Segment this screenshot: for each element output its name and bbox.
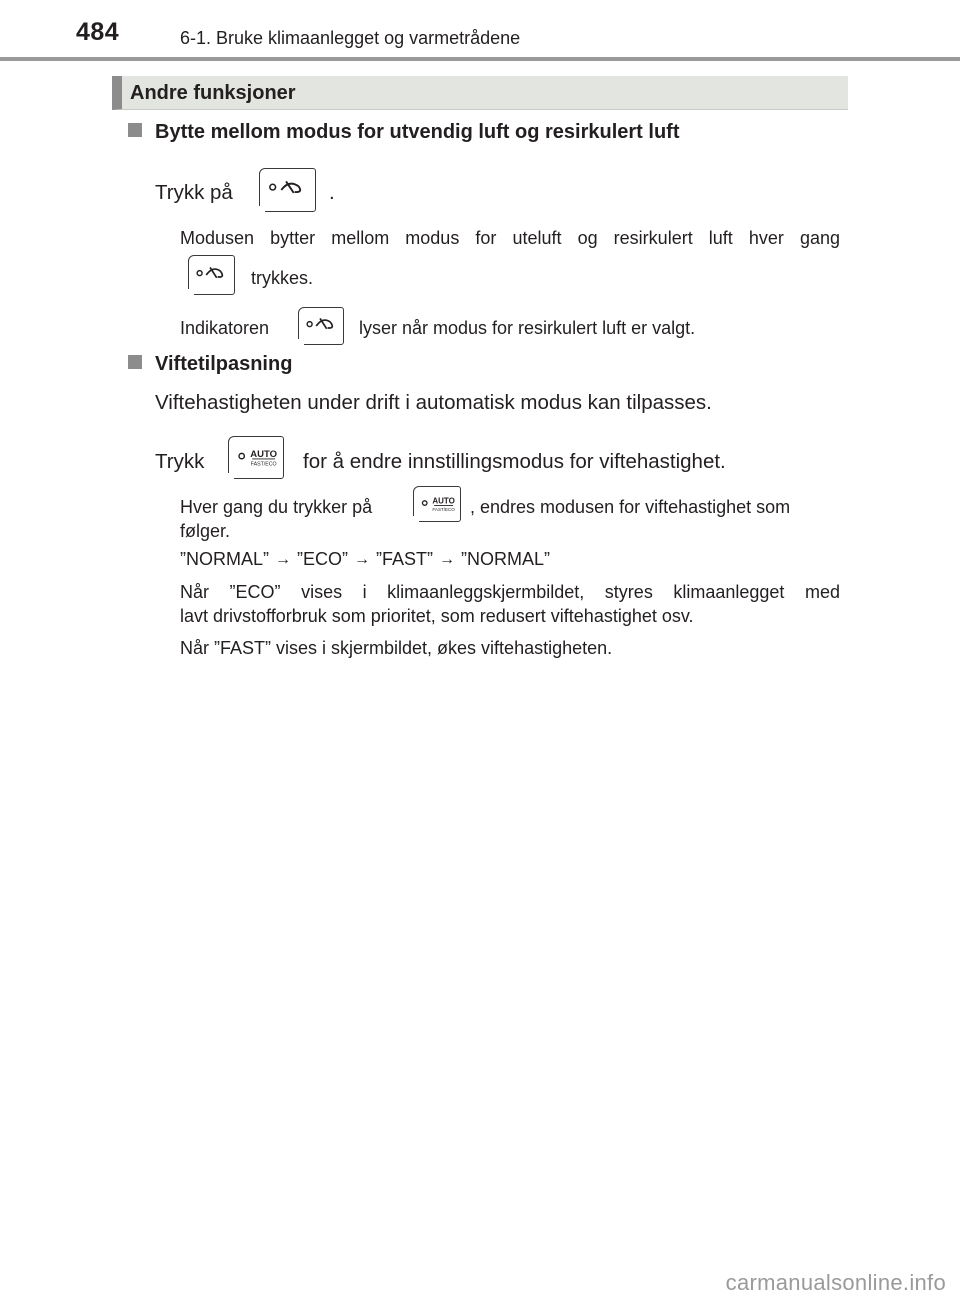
sequence-normal: ”NORMAL” [180,549,269,569]
auto-button-symbol [229,437,283,478]
subheading-air-mode-text: Bytte mellom modus for utvendig luft og resirkulert luft [155,121,680,143]
air-press-prefix: Trykk på [155,181,233,204]
watermark: carmanualsonline.info [725,1270,946,1295]
fan-note1-line2: følger. [180,521,231,541]
right-arrow-icon: → [275,551,291,568]
fan-intro: Viftehastigheten under drift i automatisk modus kan tilpasses. [155,391,712,414]
auto-fast-eco-button-icon-small [413,486,461,522]
square-bullet-icon [128,123,142,137]
air-indicator-suffix: lyser når modus for resirkulert luft er valgt. [359,318,696,338]
auto-fast-eco-button-icon [228,436,284,479]
fan-eco-line2: lavt drivstofforbruk som prioritet, som redusert viftehastighet osv. [180,606,694,626]
air-indicator-prefix: Indikatoren [180,318,270,338]
square-bullet-icon [128,355,142,369]
page-number: 484 [76,18,120,46]
recirculation-button-icon [259,168,316,212]
fan-note1-suffix: , endres modusen for viftehastighet som [470,497,791,517]
fan-eco-line1: Når ”ECO” vises i klimaanleggskjermbildet, styres klimaanlegget med [180,582,840,602]
recirculation-indicator-symbol [299,308,343,344]
fan-press-suffix: for å endre innstillingsmodus for viftehastighet. [303,450,726,473]
recirculation-button-icon-small [188,255,235,295]
header-rule [0,57,960,61]
recirculation-indicator-icon [298,307,344,345]
air-press-suffix: . [329,181,335,204]
running-header: 6-1. Bruke klimaanlegget og varmetrådene [180,28,521,48]
right-arrow-icon: → [439,551,455,568]
fan-fast-note: Når ”FAST” vises i skjermbildet, økes viftehastigheten. [180,638,613,658]
auto-label-small: AUTO [432,496,455,506]
fast-eco-label: FAST/ECO [250,461,277,468]
auto-button-symbol-small [414,487,460,521]
recirculation-symbol [260,169,315,211]
air-note-line1: Modusen bytter mellom modus for uteluft og resirkulert luft hver gang [180,228,840,248]
fan-mode-sequence [180,547,550,572]
subheading-fan [128,353,292,376]
sequence-fast: ”FAST” [376,549,433,569]
air-note-line2: trykkes. [251,268,314,288]
fast-eco-label-small: FAST/ECO [432,507,455,513]
subheading-fan-text: Viftetilpasning [155,353,293,375]
right-arrow-icon: → [354,551,370,568]
section-banner [112,76,848,110]
section-title: Andre funksjoner [130,82,296,104]
subheading-air-mode [128,121,679,144]
sequence-normal-end: ”NORMAL” [461,549,550,569]
fan-press-prefix: Trykk [155,450,205,473]
sequence-eco: ”ECO” [297,549,348,569]
auto-label: AUTO [250,449,278,461]
recirculation-symbol-small [189,256,234,294]
fan-note1-prefix: Hver gang du trykker på [180,497,373,517]
